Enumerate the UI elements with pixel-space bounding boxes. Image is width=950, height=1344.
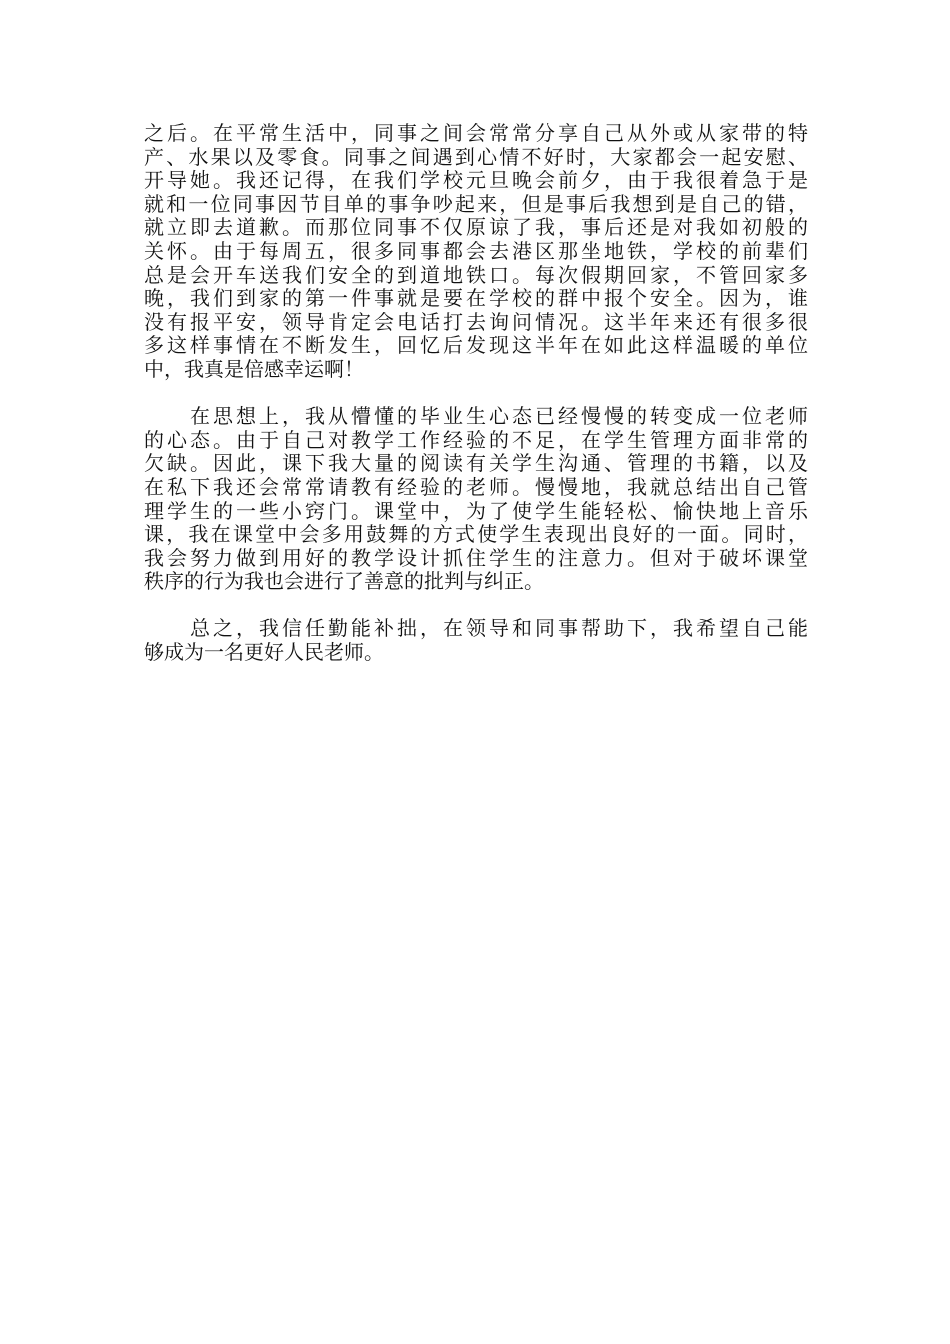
text-line: 在思想上，我从懵懂的毕业生心态已经慢慢的转变成一位老师: [144, 404, 808, 429]
text-line: 多这样事情在不断发生，回忆后发现这半年在如此这样温暖的单位: [144, 333, 808, 358]
text-line: 课，我在课堂中会多用鼓舞的方式使学生表现出良好的一面。同时，: [144, 522, 808, 547]
text-line: 之后。在平常生活中，同事之间会常常分享自己从外或从家带的特: [144, 121, 808, 145]
text-line: 关怀。由于每周五，很多同事都会去港区那坐地铁，学校的前辈们: [144, 238, 808, 263]
paragraph-thinking: [144, 405, 808, 594]
text-line: 开导她。我还记得，在我们学校元旦晚会前夕，由于我很着急于是: [144, 168, 808, 193]
text-line: 中，我真是倍感幸运啊！: [144, 356, 364, 381]
text-line: 欠缺。因此，课下我大量的阅读有关学生沟通、管理的书籍，以及: [144, 451, 808, 476]
text-line: 总是会开车送我们安全的到道地铁口。每次假期回家，不管回家多: [144, 262, 808, 287]
text-line: 够成为一名更好人民老师。: [144, 640, 384, 665]
text-line: 理学生的一些小窍门。课堂中，为了使学生能轻松、愉快地上音乐: [144, 498, 808, 523]
text-line: 就立即去道歉。而那位同事不仅原谅了我，事后还是对我如初般的: [144, 215, 808, 240]
text-line: 晚，我们到家的第一件事就是要在学校的群中报个安全。因为，谁: [144, 286, 808, 311]
text-line: 就和一位同事因节目单的事争吵起来，但是事后我想到是自己的错，: [144, 191, 808, 216]
text-line: 的心态。由于自己对教学工作经验的不足，在学生管理方面非常的: [144, 427, 808, 452]
text-line: 产、水果以及零食。同事之间遇到心情不好时，大家都会一起安慰、: [144, 144, 808, 169]
paragraph-colleagues: [144, 122, 808, 382]
text-line: 我会努力做到用好的教学设计抓住学生的注意力。但对于破坏课堂: [144, 545, 808, 570]
text-line: 总之，我信任勤能补拙，在领导和同事帮助下，我希望自己能: [144, 616, 808, 641]
text-line: 秩序的行为我也会进行了善意的批判与纠正。: [144, 569, 544, 594]
document-body: [144, 122, 808, 665]
text-line: 没有报平安，领导肯定会电话打去询问情况。这半年来还有很多很: [144, 309, 808, 334]
text-line: 在私下我还会常常请教有经验的老师。慢慢地，我就总结出自己管: [144, 474, 808, 499]
paragraph-conclusion: [144, 617, 808, 664]
